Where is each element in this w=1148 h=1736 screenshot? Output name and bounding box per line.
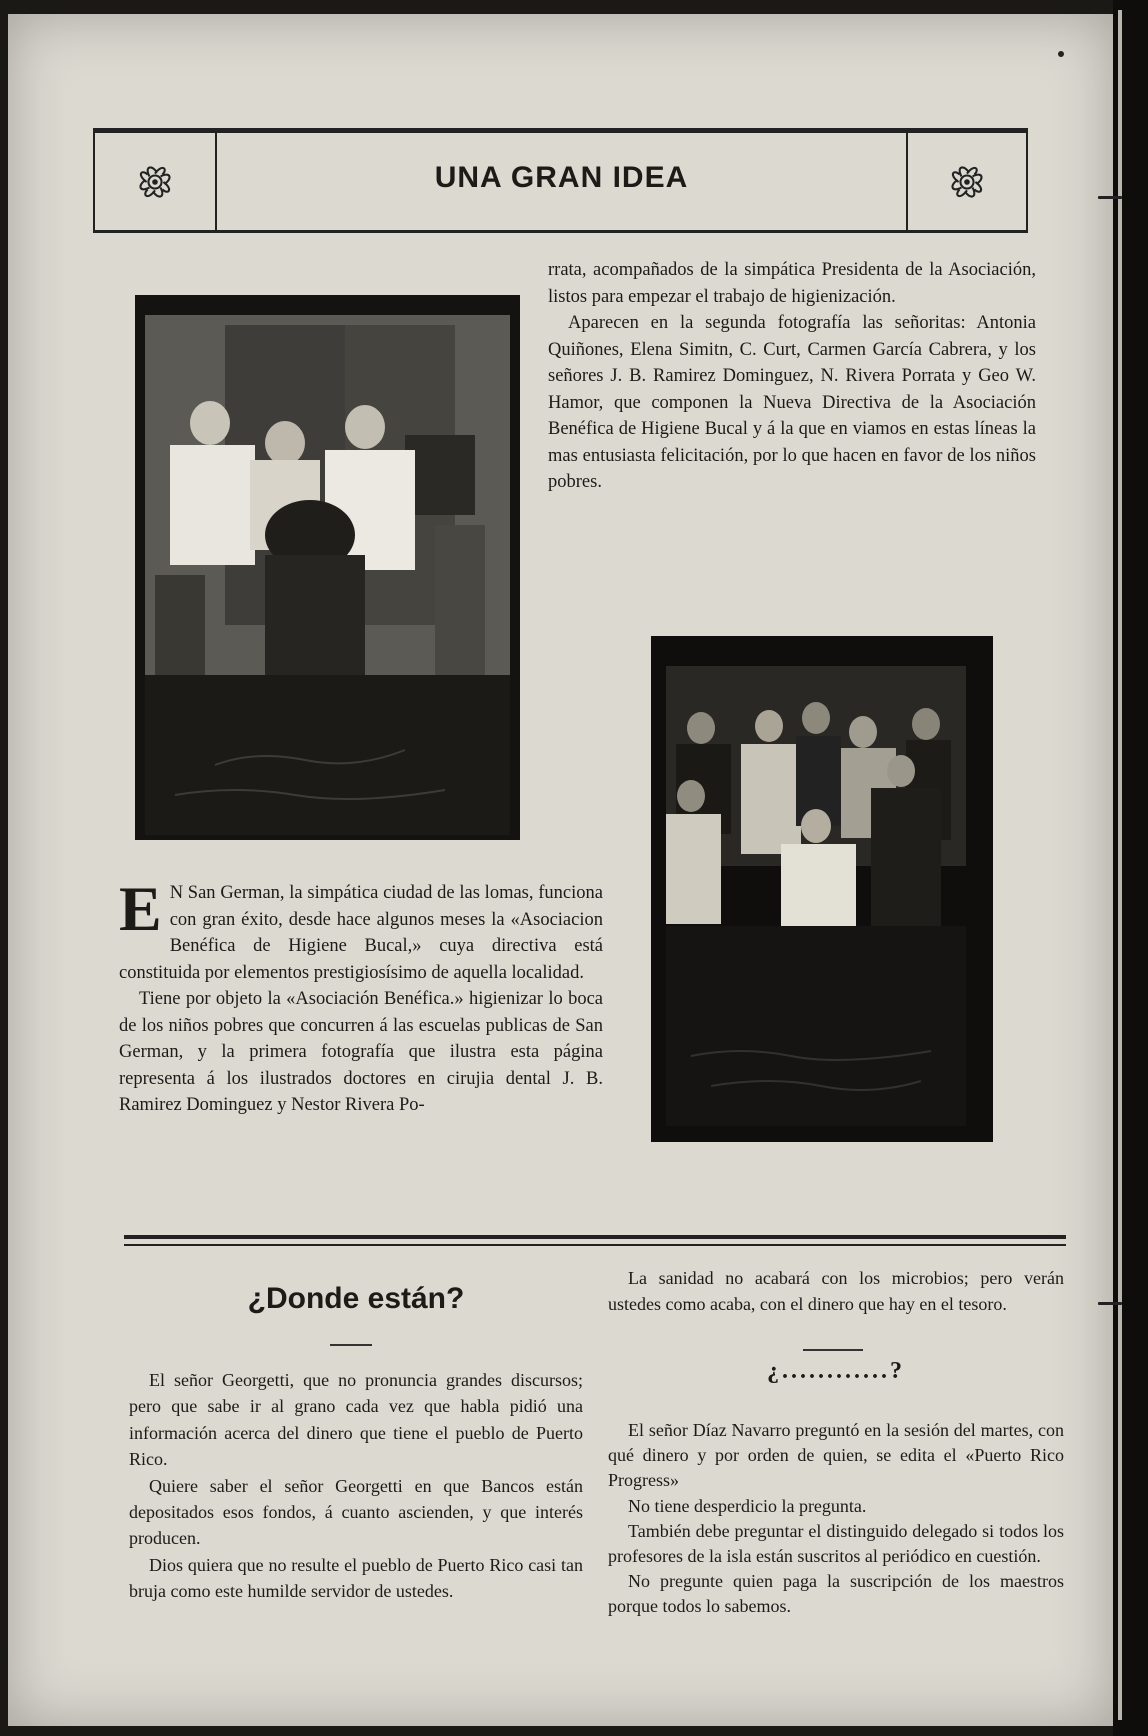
photo-directiva — [651, 636, 993, 1142]
right-paragraph: No pregunte quien paga la suscripción de los maestros porque todos lo sabemos. — [608, 1571, 1064, 1617]
article-continuation — [548, 257, 1036, 496]
article-paragraph: Tiene por objeto la «Asociación Benéfica.» higienizar lo boca de los niños pobres que concurren á las escuelas publicas de San German, y la primera fotografía que ilustra esta página representa á los ilustrados doctores en cirujia dental J. B. Ramirez Dominguez y Nestor Rivera Po- — [119, 989, 603, 1115]
header-right-cell — [906, 133, 1026, 230]
question-heading: ¿............? — [767, 1358, 905, 1384]
donde-paragraph: El señor Georgetti, que no pronuncia grandes discursos; pero que sabe ir al grano cada vez que habla pidió una información acerca del dinero que tiene el pueblo de Puerto Rico. — [129, 1370, 583, 1470]
donde-paragraph: Quiere saber el señor Georgetti en que Bancos están depositados esos fondos, á cuanto ascienden, y que interés producen. — [129, 1475, 583, 1549]
donde-column — [129, 1367, 583, 1605]
right-paragraph: También debe preguntar el distinguido delegado si todos los profesores de la isla están suscritos al periódico en cuestión. — [608, 1520, 1064, 1567]
binding-staple — [1098, 196, 1122, 199]
print-speck — [1058, 51, 1064, 57]
photo-dentists — [135, 295, 520, 840]
article-paragraph: N San German, la simpática ciudad de las lomas, funciona con gran éxito, desde hace algunos meses la «Asociacion Benéfica de Higiene Bucal,» cuya directiva está constituida por elementos prestigiosísimo de aquella localidad. — [119, 883, 603, 983]
intro-text: La sanidad no acabará con los microbios; pero verán ustedes como acaba, con el dinero que hay en el tesoro. — [608, 1268, 1064, 1314]
right-column — [608, 1418, 1064, 1620]
article-header — [93, 128, 1028, 233]
page-edge-line — [1118, 10, 1122, 1720]
header-left-cell — [95, 133, 217, 230]
section-heading: ¿Donde están? — [247, 1282, 465, 1315]
binding-staple — [1098, 1302, 1122, 1305]
section-divider — [124, 1244, 1066, 1246]
column-rule — [803, 1349, 863, 1351]
page-title: UNA GRAN IDEA — [434, 161, 689, 194]
article-opening — [119, 873, 603, 1119]
flower-ornament-icon — [127, 154, 183, 210]
right-paragraph: El señor Díaz Navarro preguntó en la sesión del martes, con qué dinero y por orden de quien, se edita el «Puerto Rico Progress» — [608, 1420, 1064, 1491]
article-paragraph: rrata, acompañados de la simpática Presidenta de la Asociación, listos para empezar el trabajo de higienización. — [548, 260, 1036, 307]
section-divider — [124, 1235, 1066, 1239]
sanidad-paragraph — [608, 1266, 1064, 1317]
article-paragraph: Aparecen en la segunda fotografía las señoritas: Antonia Quiñones, Elena Simitn, C. Curt, Carmen García Cabrera, y los señores J. B. Ramirez Dominguez, N. Rivera Porrata y Geo W. Hamor, que componen la Nueva Directiva de la Asociación Benéfica de Higiene Bucal y á la que en viamos en estas líneas la mas entusiasta felicitación, por lo que hacen en favor de los niños pobres. — [548, 313, 1036, 492]
right-paragraph: No tiene desperdicio la pregunta. — [628, 1495, 867, 1516]
drop-cap: E — [119, 873, 162, 944]
donde-paragraph: Dios quiera que no resulte el pueblo de Puerto Rico casi tan bruja como este humilde servidor de ustedes. — [129, 1554, 583, 1602]
heading-rule — [330, 1344, 372, 1346]
flower-ornament-icon — [939, 154, 995, 210]
